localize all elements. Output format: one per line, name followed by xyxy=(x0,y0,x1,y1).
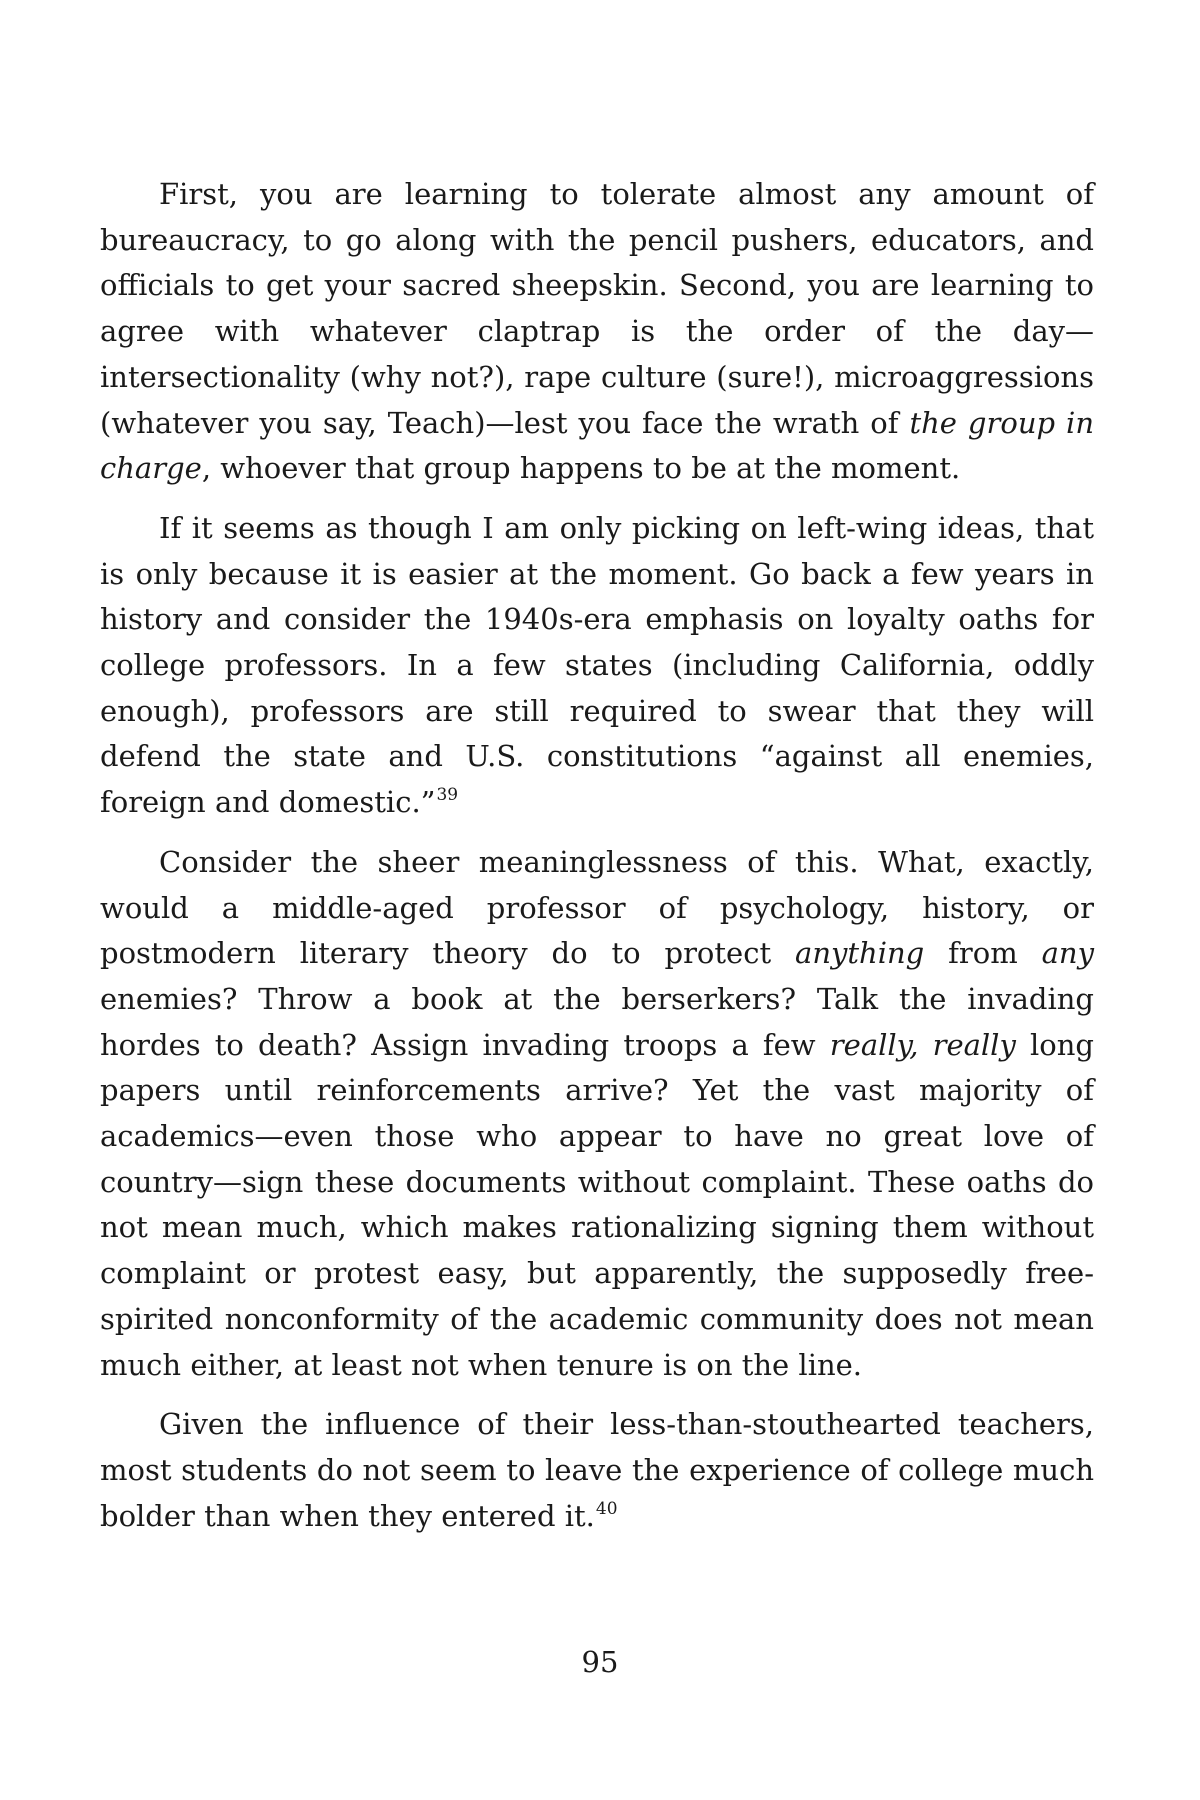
paragraph-3 xyxy=(100,840,1094,1388)
paragraph-1 xyxy=(100,172,1094,492)
footnote-marker-39: 39 xyxy=(436,785,459,806)
paragraph-4-text: Given the influence of their less-than-stouthearted teachers, most students do not seem to leave the experience of college much bolder than when they entered it. xyxy=(100,1407,1094,1533)
paragraph-3-text-d: long papers until reinforcements arrive? Yet the vast majority of academics—even those who appear to have no great love of country—sign these documents without complaint. These oaths do not mean much, which makes rationalizing signing them without complaint or protest easy, but apparently, the supposedly free-spirited nonconformity of the academic community does not mean much either, at least not when tenure is on the line. xyxy=(100,1027,1094,1382)
paragraph-3-text-b: from xyxy=(924,936,1042,971)
paragraph-1-italic-phrase: the group in charge xyxy=(100,405,1095,486)
page-number: 95 xyxy=(581,1645,619,1679)
paragraph-3-italic-anything: anything xyxy=(795,936,925,971)
paragraph-2-text: If it seems as though I am only picking on left-wing ideas, that is only because it is easier at the moment. Go back a few years in history and consider the 1940s-era emphasis on loyalty oaths for college professors. In a few states (including California, oddly enough), professors are still required to swear that they will defend the state and U.S. constitutions “against all enemies, foreign and domestic.” xyxy=(100,510,1094,820)
paragraph-1-text-end: , whoever that group happens to be at the moment. xyxy=(201,451,961,486)
paragraph-1-text: First, you are learning to tolerate almost any amount of bureaucracy, to go along with the pencil pushers, educators, and officials to get your sacred sheepskin. Second, you are learning to agree with whatever claptrap is the order of the day—intersectionality (why not?), rape culture (sure!), microaggressions (whatever you say, Teach)—lest you face the wrath of xyxy=(100,177,1094,440)
paragraph-3-italic-any: any xyxy=(1041,936,1094,971)
paragraph-3-italic-really: really, really xyxy=(829,1027,1016,1062)
page-body xyxy=(100,172,1094,1553)
paragraph-3-text-c: enemies? Throw a book at the berserkers? Talk the invading hordes to death? Assign invading troops a few xyxy=(100,981,1094,1062)
footnote-marker-40: 40 xyxy=(595,1498,618,1519)
paragraph-3-text-a: Consider the sheer meaninglessness of this. What, exactly, would a middle-aged professor of psychology, history, or postmodern literary theory do to protect xyxy=(100,844,1094,971)
paragraph-4 xyxy=(100,1402,1094,1539)
paragraph-2 xyxy=(100,506,1094,826)
